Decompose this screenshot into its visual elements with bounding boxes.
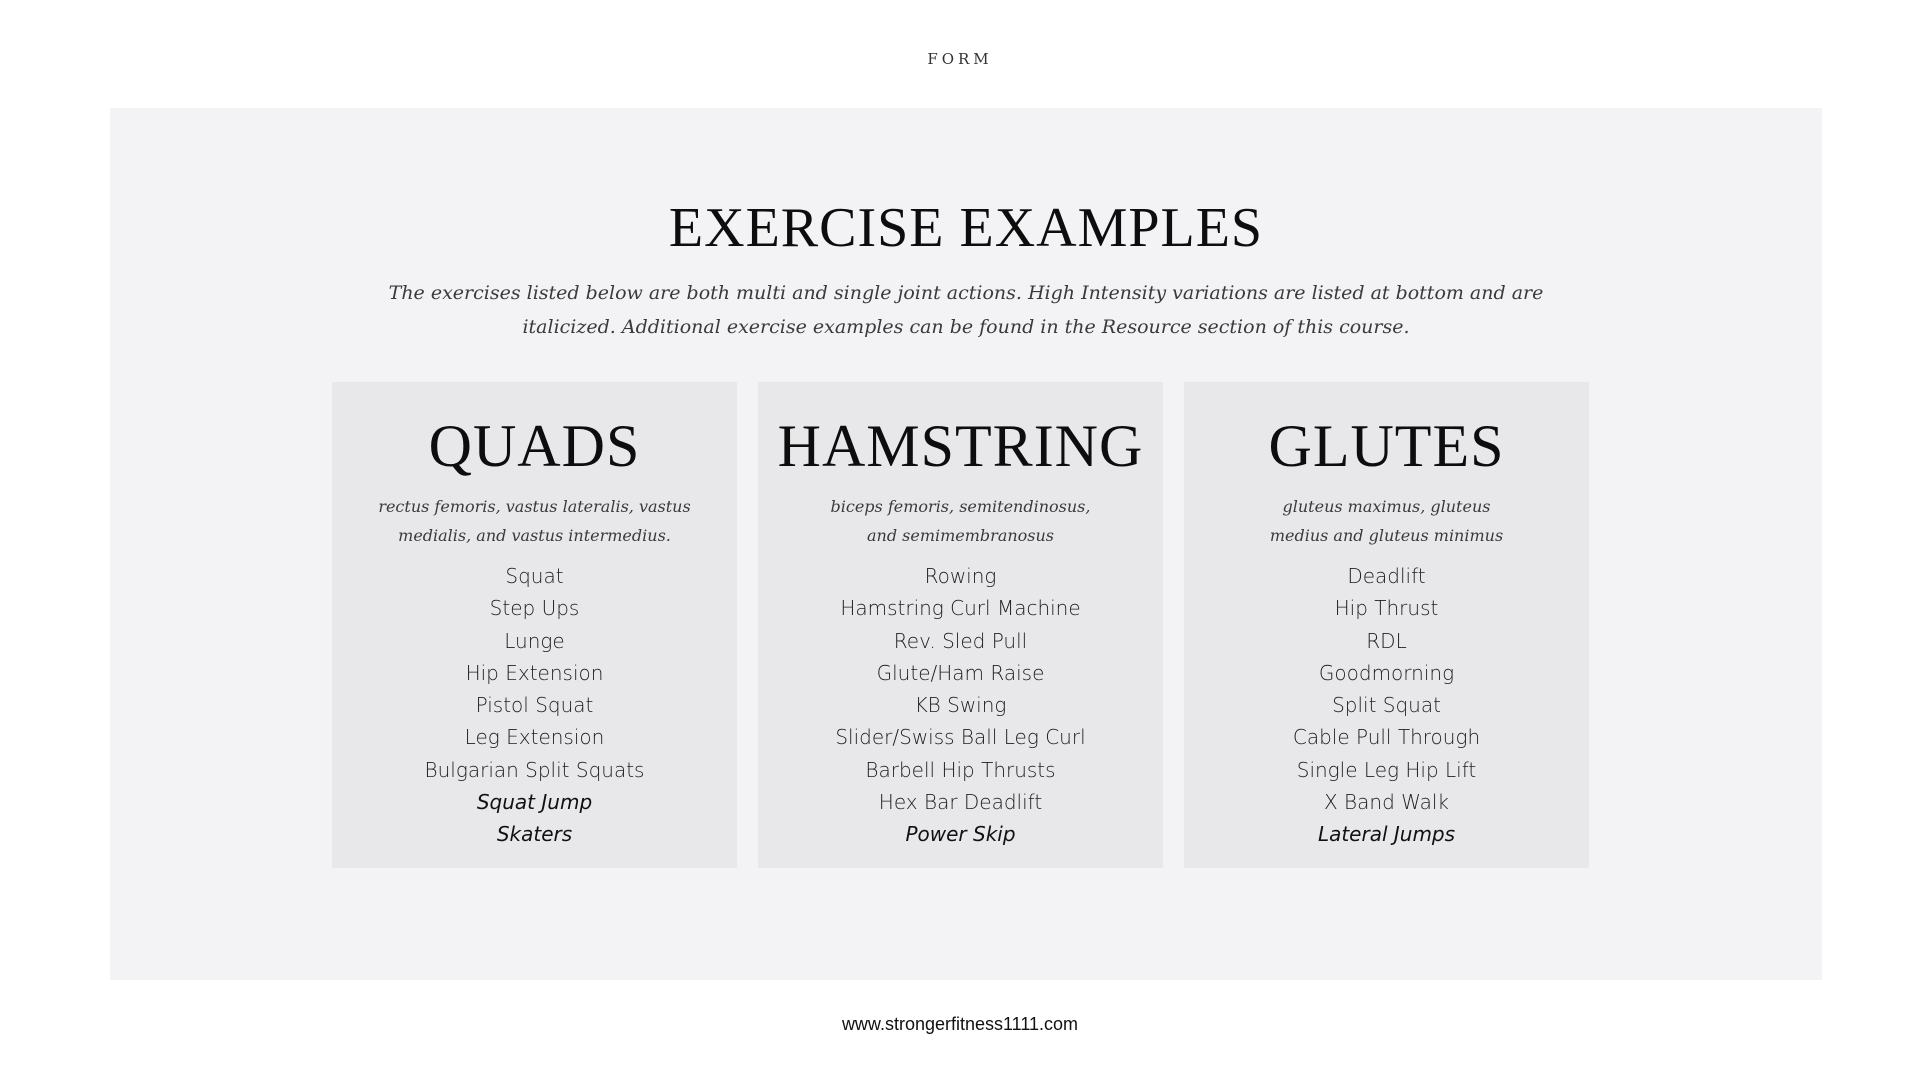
exercise-list xyxy=(758,560,1163,851)
exercise-item: Squat xyxy=(505,564,564,588)
exercise-item: Hex Bar Deadlift xyxy=(878,790,1043,815)
high-intensity-exercise-item: Lateral Jumps xyxy=(1317,822,1456,847)
exercise-item: Cable Pull Through xyxy=(1292,725,1481,750)
exercise-item: Rowing xyxy=(924,564,997,588)
high-intensity-exercise-item: Skaters xyxy=(496,822,573,847)
card-muscles: gluteus maximus, gluteus medius and gluteus minimus xyxy=(1269,497,1504,545)
footer-website-url[interactable]: www.strongerfitness1111.com xyxy=(841,1014,1079,1034)
exercise-item: Barbell Hip Thrusts xyxy=(865,757,1056,782)
card-muscles: biceps femoris, semitendinosus, and semimembranosus xyxy=(830,497,1091,545)
exercise-item: Leg Extension xyxy=(464,725,605,750)
exercise-item: Split Squat xyxy=(1332,693,1441,718)
exercise-item: Single Leg Hip Lift xyxy=(1296,757,1477,782)
header-label: FORM xyxy=(927,50,993,68)
exercise-item: Step Ups xyxy=(489,596,580,621)
card-title: HAMSTRING xyxy=(777,413,1144,479)
page-title: EXERCISE EXAMPLES xyxy=(668,197,1264,259)
exercise-item: Deadlift xyxy=(1347,564,1426,588)
exercise-item: Slider/Swiss Ball Leg Curl xyxy=(835,725,1086,750)
exercise-item: Hip Extension xyxy=(465,660,604,685)
exercise-item: Hip Thrust xyxy=(1334,596,1439,621)
card-quads xyxy=(332,382,737,868)
exercise-item: Lunge xyxy=(504,628,565,653)
exercise-item: Goodmorning xyxy=(1318,660,1455,685)
exercise-item: Pistol Squat xyxy=(475,693,594,718)
card-title: GLUTES xyxy=(1268,413,1505,479)
high-intensity-exercise-item: Power Skip xyxy=(905,822,1016,847)
card-glutes xyxy=(1184,382,1589,868)
exercise-list xyxy=(1184,560,1589,851)
exercise-item: X Band Walk xyxy=(1323,790,1450,815)
exercise-item: Bulgarian Split Squats xyxy=(424,757,645,782)
page-description: The exercises listed below are both multi and single joint actions. High Intensity variations are listed at bottom and are italicized. Additional exercise examples can be found in the Resource section of this course. xyxy=(388,282,1544,338)
card-muscles: rectus femoris, vastus lateralis, vastus medialis, and vastus intermedius. xyxy=(378,497,691,545)
content-panel xyxy=(110,108,1822,980)
card-hamstring xyxy=(758,382,1163,868)
exercise-item: Rev. Sled Pull xyxy=(893,628,1028,653)
exercise-item: Glute/Ham Raise xyxy=(876,660,1045,685)
exercise-list xyxy=(332,560,737,851)
exercise-item: Hamstring Curl Machine xyxy=(840,596,1081,621)
exercise-item: RDL xyxy=(1366,628,1407,653)
exercise-item: KB Swing xyxy=(914,693,1007,718)
card-title: QUADS xyxy=(428,413,641,479)
high-intensity-exercise-item: Squat Jump xyxy=(476,790,593,815)
